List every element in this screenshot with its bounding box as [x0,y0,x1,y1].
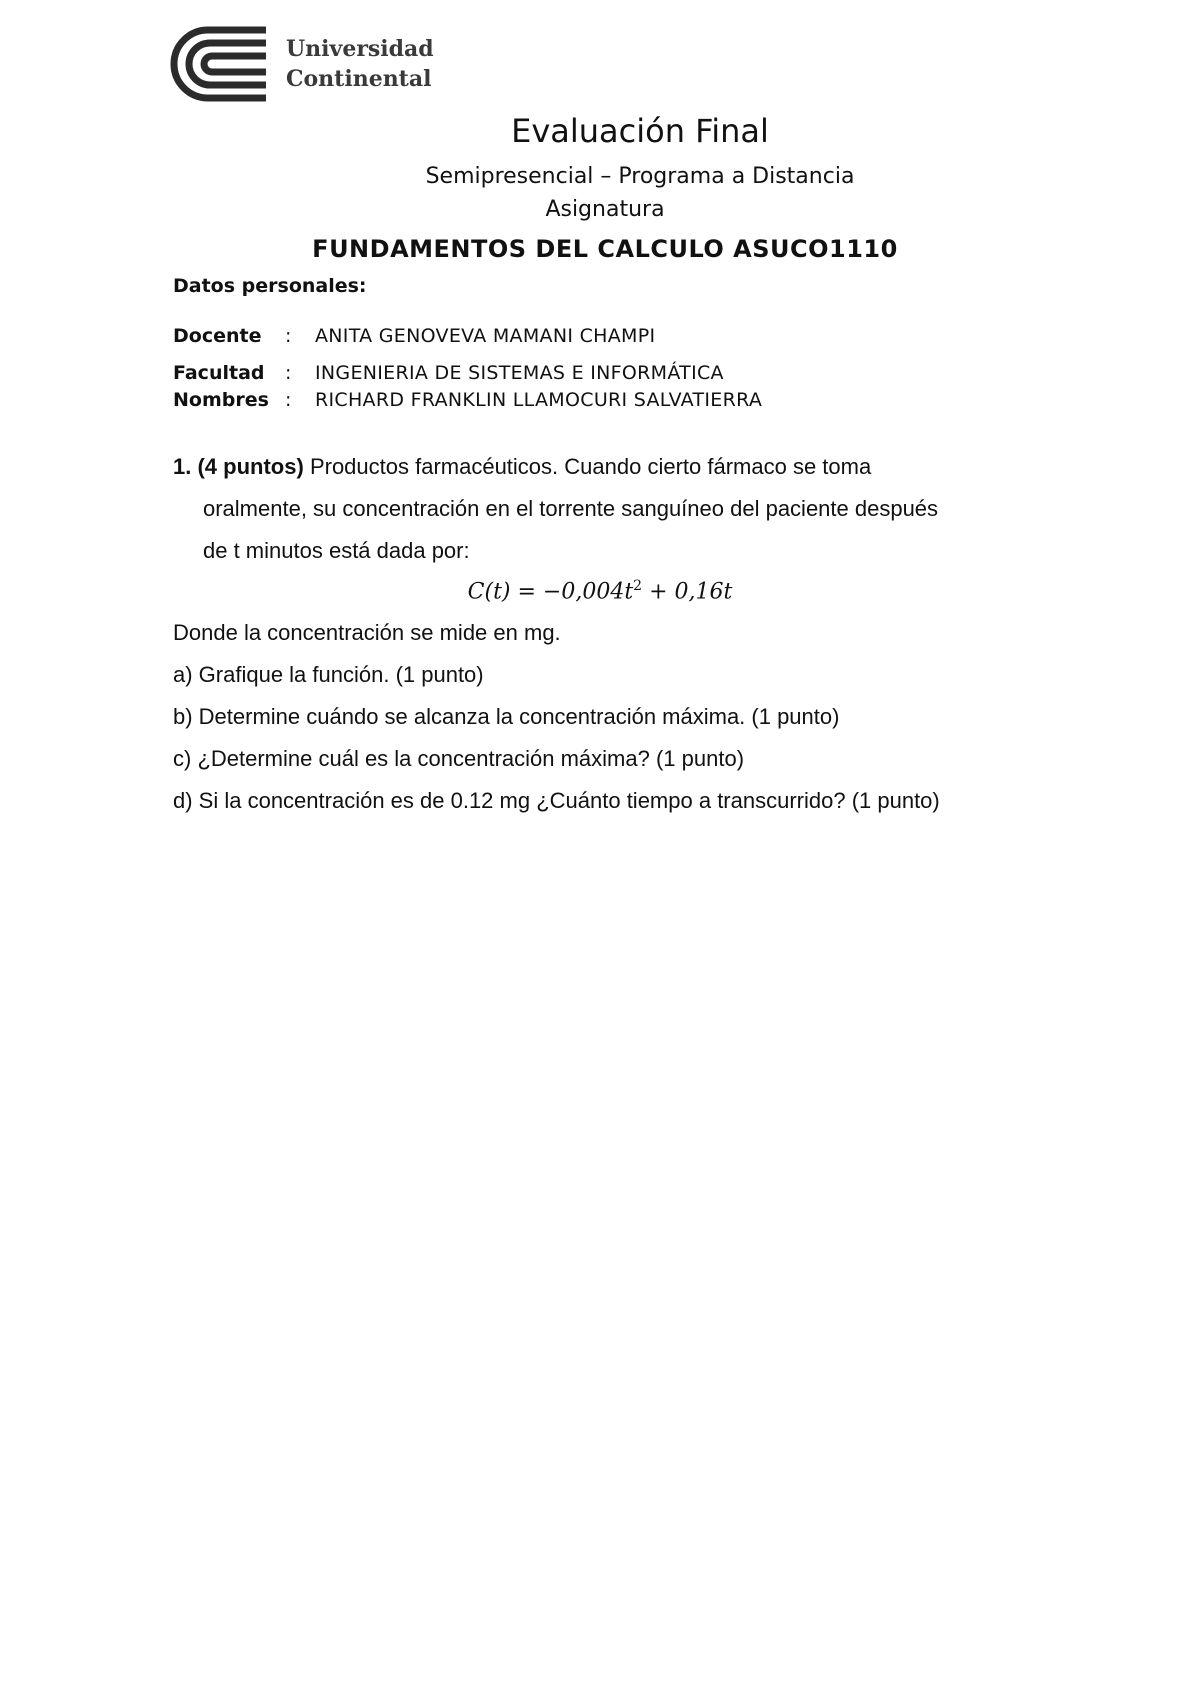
question-line-3: de t minutos está dada por: [203,538,470,563]
field-label: Nombres [173,389,269,411]
subject-label: Asignatura [545,197,665,222]
formula-exponent: 2 [633,578,643,594]
question-note: Donde la concentración se mide en mg. [173,620,561,645]
question-line-2: oralmente, su concentración en el torrente sanguíneo del paciente después [203,496,939,521]
logo-mark-icon [170,26,270,102]
field-colon: : [285,325,292,347]
field-value: ANITA GENOVEVA MAMANI CHAMPI [315,325,656,347]
concentration-formula [0,578,1200,604]
logo-text-line1: Universidad [286,36,434,62]
page-title: Evaluación Final [511,112,769,150]
field-label: Facultad [173,362,265,384]
field-value: RICHARD FRANKLIN LLAMOCURI SALVATIERRA [315,389,763,411]
subject-title: FUNDAMENTOS DEL CALCULO ASUCO1110 [312,235,898,263]
formula-lhs: C(t) = −0,004t [467,579,634,605]
question-text: Productos farmacéuticos. Cuando cierto fármaco se toma [309,454,872,479]
field-nombres [173,389,762,411]
question-points: (4 puntos) [197,454,304,479]
question-number: 1. [173,454,192,479]
question-item-d: d) Si la concentración es de 0.12 mg ¿Cuánto tiempo a transcurrido? (1 punto) [173,788,940,813]
university-logo [170,26,460,104]
question-item-a: a) Grafique la función. (1 punto) [173,662,484,687]
logo-text [286,34,434,94]
field-colon: : [285,389,292,411]
field-value: INGENIERIA DE SISTEMAS E INFORMÁTICA [315,362,724,384]
question-item-b: b) Determine cuándo se alcanza la concentración máxima. (1 punto) [173,704,840,729]
field-docente [173,325,655,347]
logo-text-line2: Continental [286,66,432,92]
field-colon: : [285,362,292,384]
page-subtitle: Semipresencial – Programa a Distancia [425,164,855,189]
formula-rhs: + 0,16t [642,579,733,605]
field-label: Docente [173,325,262,347]
field-facultad [173,362,724,384]
question-1-statement [173,446,1035,572]
personal-data-heading: Datos personales: [173,275,367,297]
question-line-1 [173,446,1035,488]
question-item-c: c) ¿Determine cuál es la concentración máxima? (1 punto) [173,746,745,771]
